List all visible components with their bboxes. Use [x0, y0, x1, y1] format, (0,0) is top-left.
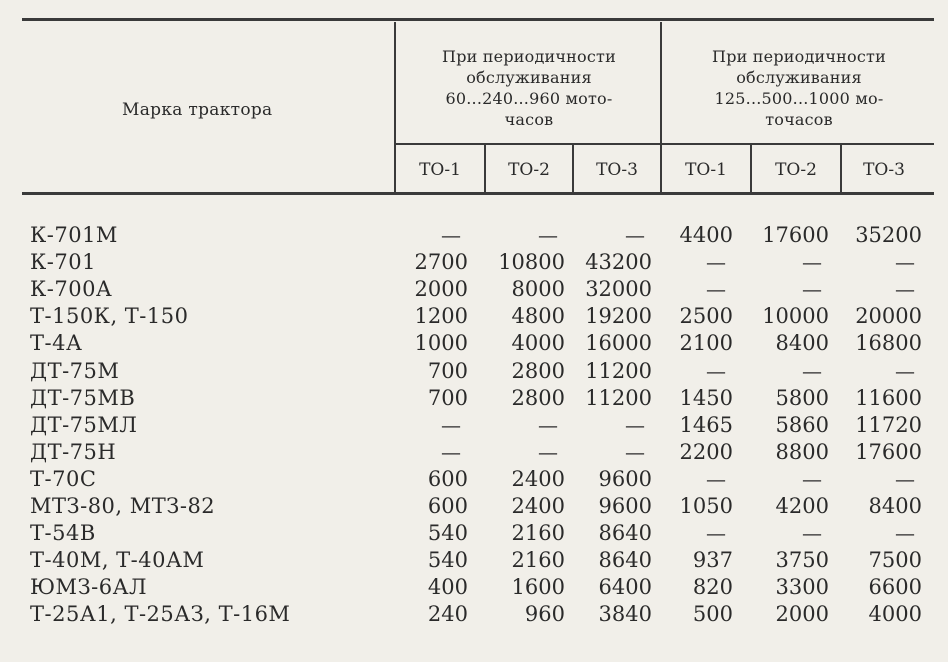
tractor-brand: ДТ-75М	[30, 358, 120, 383]
table-cell: —	[625, 439, 644, 464]
table-row	[0, 330, 948, 357]
table-cell: 3300	[775, 575, 829, 600]
tractor-brand: ДТ-75МЛ	[30, 412, 138, 437]
table-cell: 2400	[511, 466, 565, 491]
subheader-to2-b: ТО-2	[775, 160, 817, 180]
table-cell: —	[538, 412, 557, 437]
table-cell: 600	[427, 466, 468, 491]
table-cell: 2160	[511, 548, 565, 573]
table-cell: 2800	[511, 358, 565, 383]
table-cell: —	[895, 277, 914, 302]
table-cell: 700	[427, 358, 468, 383]
table-row	[0, 249, 948, 276]
table-row	[0, 303, 948, 330]
table-row	[0, 385, 948, 412]
table-cell: —	[802, 466, 821, 491]
tractor-brand: К-700А	[30, 277, 113, 302]
table-cell: —	[706, 277, 725, 302]
table-cell: —	[802, 521, 821, 546]
group1-line3: 60...240...960 мото-	[445, 89, 613, 108]
table-cell: 540	[427, 521, 468, 546]
table-cell: —	[538, 439, 557, 464]
table-cell: —	[625, 412, 644, 437]
table-cell: 960	[524, 602, 565, 627]
table-cell: 3750	[775, 548, 829, 573]
table-cell: —	[706, 466, 725, 491]
table-cell: —	[802, 358, 821, 383]
table-cell: 4000	[511, 331, 565, 356]
table-cell: 11200	[585, 358, 652, 383]
table-cell: 240	[427, 602, 468, 627]
table-cell: —	[895, 466, 914, 491]
table-cell: —	[625, 223, 644, 247]
table-cell: 937	[692, 548, 733, 573]
table-cell: —	[895, 521, 914, 546]
table-cell: 8400	[775, 331, 829, 356]
table-cell: 2700	[414, 250, 468, 275]
group2-line3: 125...500...1000 мо-	[714, 89, 884, 108]
table-row	[0, 574, 948, 601]
table-row	[0, 439, 948, 466]
table-cell: 540	[427, 548, 468, 573]
tractor-brand: Т-70С	[30, 466, 97, 491]
group1-line2: обслуживания	[466, 68, 592, 87]
table-row	[0, 601, 948, 628]
table-cell: 43200	[585, 250, 652, 275]
table-cell: 1465	[679, 412, 733, 437]
table-cell: —	[538, 223, 557, 247]
table-row	[0, 493, 948, 520]
table-row	[0, 466, 948, 493]
brand-column-header: Марка трактора	[122, 100, 273, 120]
table-cell: 2100	[679, 331, 733, 356]
table-cell: 16800	[855, 331, 922, 356]
tractor-brand: К-701М	[30, 223, 118, 247]
table-cell: 17600	[762, 223, 829, 247]
table-cell: 1200	[414, 304, 468, 329]
table-cell: 2160	[511, 521, 565, 546]
table-cell: 6400	[598, 575, 652, 600]
table-cell: 10000	[762, 304, 829, 329]
table-cell: 1450	[679, 385, 733, 410]
table-cell: 11200	[585, 385, 652, 410]
table-cell: 2500	[679, 304, 733, 329]
subheader-to1-a: ТО-1	[419, 160, 461, 180]
subheader-to3-a: ТО-3	[596, 160, 638, 180]
group1-line1: При периодичности	[442, 47, 616, 66]
table-cell: 11600	[855, 385, 922, 410]
table-row	[0, 412, 948, 439]
table-cell: 2200	[679, 439, 733, 464]
tractor-brand: ДТ-75МВ	[30, 385, 136, 410]
table-cell: 4800	[511, 304, 565, 329]
table-cell: —	[895, 250, 914, 275]
table-cell: —	[895, 358, 914, 383]
table-cell: —	[706, 358, 725, 383]
table-cell: —	[802, 250, 821, 275]
table-cell: 16000	[585, 331, 652, 356]
table-cell: 4000	[868, 602, 922, 627]
table-cell: 500	[692, 602, 733, 627]
table-cell: —	[441, 223, 460, 247]
table-row	[0, 276, 948, 303]
table-cell: 7500	[868, 548, 922, 573]
header-bottom-rule	[22, 192, 934, 195]
table-cell: 8640	[598, 548, 652, 573]
table-cell: 1000	[414, 331, 468, 356]
subheader-to3-b: ТО-3	[863, 160, 905, 180]
table-cell: 9600	[598, 466, 652, 491]
table-cell: 9600	[598, 494, 652, 518]
table-cell: 6600	[868, 575, 922, 600]
table-cell: 4400	[679, 223, 733, 247]
group2-line4: точасов	[765, 110, 833, 129]
table-cell: 8000	[511, 277, 565, 302]
table-cell: 10800	[498, 250, 565, 275]
table-cell: —	[706, 521, 725, 546]
group1-line4: часов	[504, 110, 554, 129]
tractor-brand: Т-25А1, Т-25АЗ, Т-16М	[30, 602, 291, 627]
tractor-brand: ДТ-75Н	[30, 439, 117, 464]
table-cell: 8800	[775, 439, 829, 464]
table-cell: 32000	[585, 277, 652, 302]
table-row	[0, 520, 948, 547]
subheader-rule	[396, 143, 934, 145]
table-cell: 5800	[775, 385, 829, 410]
top-rule	[22, 18, 934, 21]
table-cell: 2400	[511, 494, 565, 518]
table-row	[0, 358, 948, 385]
subheader-to1-b: ТО-1	[685, 160, 727, 180]
group2-line1: При периодичности	[712, 47, 886, 66]
table-cell: —	[802, 277, 821, 302]
subheader-to2-a: ТО-2	[508, 160, 550, 180]
table-cell: 5860	[775, 412, 829, 437]
table-row	[0, 547, 948, 574]
table-row	[0, 222, 948, 249]
tractor-brand: Т-150К, Т-150	[30, 304, 189, 329]
tractor-brand: МТЗ-80, МТЗ-82	[30, 494, 216, 518]
table-cell: 3840	[598, 602, 652, 627]
table-cell: 20000	[855, 304, 922, 329]
table-cell: 8640	[598, 521, 652, 546]
table-cell: 1600	[511, 575, 565, 600]
table-cell: —	[706, 250, 725, 275]
table-cell: 19200	[585, 304, 652, 329]
table-cell: 2000	[775, 602, 829, 627]
table-cell: 820	[692, 575, 733, 600]
table-cell: 4200	[775, 494, 829, 518]
group2-line2: обслуживания	[736, 68, 862, 87]
table-cell: 600	[427, 494, 468, 518]
table-cell: 11720	[855, 412, 922, 437]
tractor-brand: Т-4А	[30, 331, 83, 356]
table-cell: —	[441, 412, 460, 437]
table-cell: 17600	[855, 439, 922, 464]
table-cell: 35200	[855, 223, 922, 247]
table-cell: 1050	[679, 494, 733, 518]
tractor-brand: Т-54В	[30, 521, 96, 546]
table-cell: 2800	[511, 385, 565, 410]
group1-header	[400, 46, 658, 130]
table-cell: 400	[427, 575, 468, 600]
table-cell: —	[441, 439, 460, 464]
table-cell: 2000	[414, 277, 468, 302]
tractor-brand: К-701	[30, 250, 96, 275]
group2-header	[664, 46, 934, 130]
table-cell: 8400	[868, 494, 922, 518]
tractor-brand: ЮМЗ-6АЛ	[30, 575, 148, 600]
table-cell: 700	[427, 385, 468, 410]
tractor-brand: Т-40М, Т-40АМ	[30, 548, 205, 573]
